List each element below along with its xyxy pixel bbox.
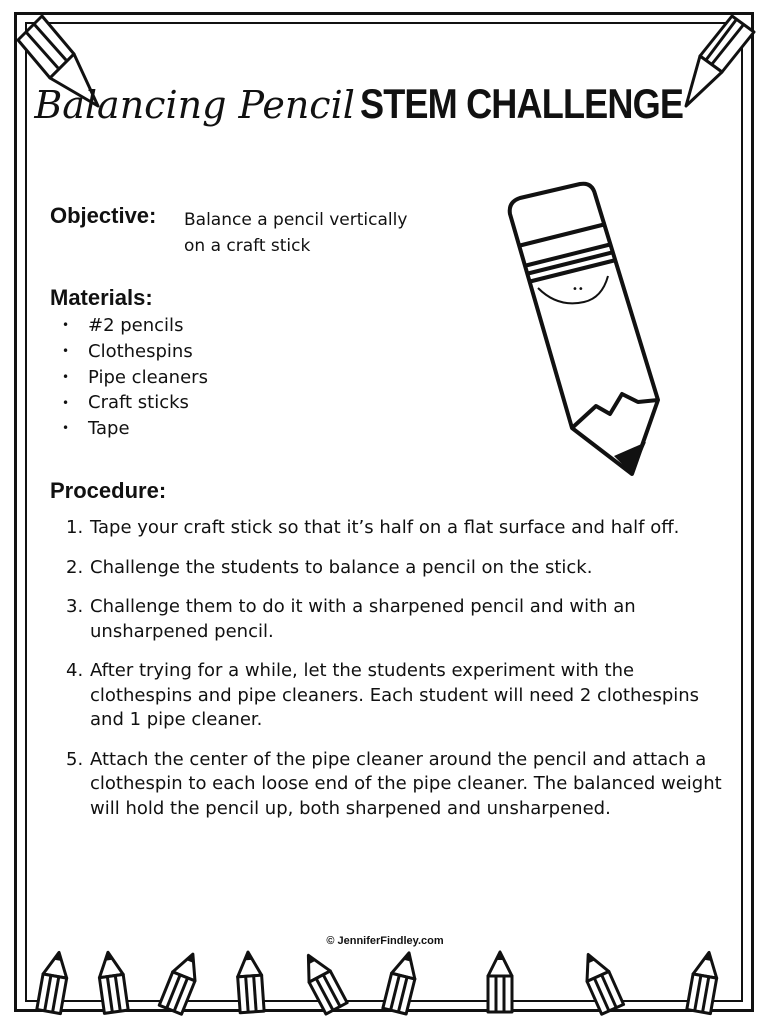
list-item: • Clothespins — [62, 339, 208, 365]
list-item: • Craft sticks — [62, 390, 208, 416]
objective-line-1: Balance a pencil vertically — [184, 210, 408, 230]
inner-frame — [25, 22, 743, 1002]
title-script: Balancing Pencil — [34, 83, 355, 127]
page-title — [0, 80, 770, 128]
list-item: • Tape — [62, 416, 208, 442]
procedure-step — [66, 748, 726, 822]
title-bold: STEM CHALLENGE — [360, 80, 684, 127]
step-number: 3. — [66, 596, 84, 617]
step-text: After trying for a while, let the students experiment with the clothespins and pipe cleaners. Each student will need 2 clothespins and 1 pipe cleaner. — [90, 660, 700, 730]
border-pencil-icon — [226, 947, 274, 1016]
border-pencil-icon — [86, 945, 139, 1016]
border-pencil-icon — [478, 948, 522, 1014]
procedure-step — [66, 659, 726, 733]
step-number: 1. — [66, 517, 84, 538]
step-text: Challenge the students to balance a pencil on the stick. — [90, 556, 593, 578]
procedure-step — [66, 556, 726, 581]
objective-line-2: on a craft stick — [184, 236, 311, 256]
step-number: 2. — [66, 556, 84, 578]
procedure-steps — [66, 516, 726, 836]
step-number: 4. — [66, 660, 84, 681]
materials-list — [62, 313, 208, 442]
step-number: 5. — [66, 748, 84, 770]
procedure-step — [66, 516, 726, 541]
objective-heading: Objective: — [50, 203, 157, 228]
step-text: Challenge them to do it with a sharpened pencil and with an unsharpened pencil. — [90, 596, 636, 642]
procedure-heading: Procedure: — [50, 478, 167, 503]
list-item: • Pipe cleaners — [62, 365, 208, 391]
pencil-illustration — [498, 180, 668, 485]
step-text: Tape your craft stick so that it’s half on a flat surface and half off. — [90, 517, 680, 538]
step-text: Attach the center of the pipe cleaner around the pencil and attach a clothespin to each loose end of the pipe cleaner. The balanced weight will hold the pencil up, both sharpened and unsharpened. — [90, 748, 722, 819]
objective-text — [184, 207, 484, 259]
materials-heading: Materials: — [50, 285, 153, 310]
svg-text:••: •• — [572, 284, 584, 295]
procedure-step — [66, 595, 726, 644]
list-item: • #2 pencils — [62, 313, 208, 339]
copyright-footer: © JenniferFindley.com — [326, 935, 444, 947]
